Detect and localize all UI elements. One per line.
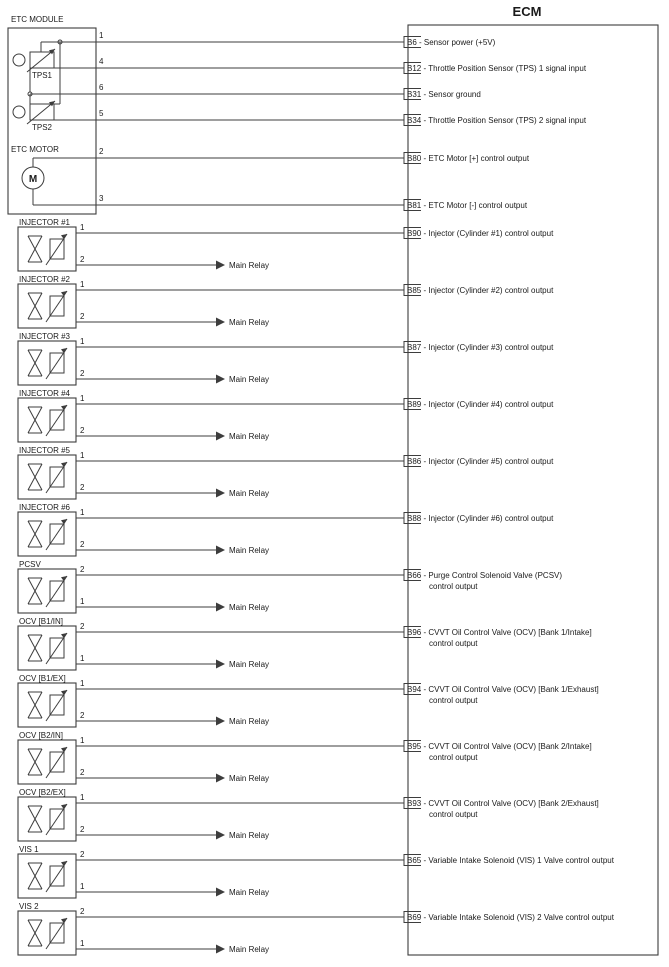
component-label: VIS 1 <box>19 845 39 854</box>
pin-number: 2 <box>80 622 85 631</box>
main-relay-label: Main Relay <box>229 375 270 384</box>
pin-number: 2 <box>80 907 85 916</box>
pin-number: 1 <box>80 736 85 745</box>
ecm-pin-label: B34 - Throttle Position Sensor (TPS) 2 signal input <box>407 116 587 125</box>
pin-number: 2 <box>80 369 85 378</box>
pin-number: 1 <box>80 394 85 403</box>
relay-arrow-icon <box>216 717 225 726</box>
relay-arrow-icon <box>216 660 225 669</box>
main-relay-label: Main Relay <box>229 261 270 270</box>
main-relay-label: Main Relay <box>229 318 270 327</box>
solenoid-valve-icon <box>28 519 67 550</box>
main-relay-label: Main Relay <box>229 603 270 612</box>
pin-number: 1 <box>80 451 85 460</box>
ecm-pin-label: control output <box>429 810 478 819</box>
component-label: INJECTOR #5 <box>19 446 70 455</box>
solenoid-valve-icon <box>28 576 67 607</box>
ecm-title: ECM <box>512 4 542 19</box>
pin-number: 2 <box>99 147 104 156</box>
ecm-pin-label: B81 - ETC Motor [-] control output <box>407 201 528 210</box>
etc-motor-label: ETC MOTOR <box>11 145 59 154</box>
relay-arrow-icon <box>216 261 225 270</box>
pin-number: 2 <box>80 540 85 549</box>
solenoid-valve-icon <box>28 462 67 493</box>
component-label: INJECTOR #6 <box>19 503 70 512</box>
pin-number: 1 <box>80 337 85 346</box>
pin-number: 2 <box>80 711 85 720</box>
ecm-pin-label: B87 - Injector (Cylinder #3) control output <box>407 343 554 352</box>
pin-number: 1 <box>80 939 85 948</box>
etc-module-label: ETC MODULE <box>11 15 64 24</box>
pin-number: 1 <box>80 882 85 891</box>
pin-number: 3 <box>99 194 104 203</box>
ecm-pin-label: control output <box>429 753 478 762</box>
ecm-pin-label: B90 - Injector (Cylinder #1) control output <box>407 229 554 238</box>
solenoid-valve-icon <box>28 633 67 664</box>
ecm-pin-label: control output <box>429 582 478 591</box>
tps-label: TPS1 <box>31 71 53 80</box>
main-relay-label: Main Relay <box>229 774 270 783</box>
ecm-pin-label: B89 - Injector (Cylinder #4) control output <box>407 400 554 409</box>
component-label: INJECTOR #2 <box>19 275 70 284</box>
solenoid-valve-icon <box>28 747 67 778</box>
tps-symbol <box>13 101 55 124</box>
relay-arrow-icon <box>216 774 225 783</box>
relay-arrow-icon <box>216 375 225 384</box>
ecm-pin-label: B93 - CVVT Oil Control Valve (OCV) [Bank 2/Exhaust] <box>407 799 599 808</box>
tps-housing-icon <box>13 54 25 66</box>
main-relay-label: Main Relay <box>229 546 270 555</box>
ecm-pin-label: B96 - CVVT Oil Control Valve (OCV) [Bank 1/Intake] <box>407 628 592 637</box>
pin-number: 1 <box>80 679 85 688</box>
pin-number: 5 <box>99 109 104 118</box>
component-label: OCV [B2/EX] <box>19 788 66 797</box>
component-label: INJECTOR #4 <box>19 389 70 398</box>
solenoid-valve-icon <box>28 690 67 721</box>
tps-housing-icon <box>13 106 25 118</box>
component-label: VIS 2 <box>19 902 39 911</box>
pin-number: 2 <box>80 825 85 834</box>
component-label: OCV [B2/IN] <box>19 731 64 740</box>
relay-arrow-icon <box>216 318 225 327</box>
pin-number: 2 <box>80 850 85 859</box>
component-label: INJECTOR #3 <box>19 332 70 341</box>
pin-number: 6 <box>99 83 104 92</box>
ecm-pin-label: B12 - Throttle Position Sensor (TPS) 1 signal input <box>407 64 587 73</box>
main-relay-label: Main Relay <box>229 831 270 840</box>
component-label: INJECTOR #1 <box>19 218 70 227</box>
pin-number: 2 <box>80 312 85 321</box>
ecm-pin-label: B86 - Injector (Cylinder #5) control output <box>407 457 554 466</box>
ecm-pin-label: B85 - Injector (Cylinder #2) control output <box>407 286 554 295</box>
solenoid-valve-icon <box>28 291 67 322</box>
main-relay-label: Main Relay <box>229 888 270 897</box>
etc-module-box <box>8 28 96 214</box>
pin-number: 4 <box>99 57 104 66</box>
pin-number: 2 <box>80 483 85 492</box>
relay-arrow-icon <box>216 831 225 840</box>
ecm-pin-label: B66 - Purge Control Solenoid Valve (PCSV) <box>407 571 563 580</box>
solenoid-valve-icon <box>28 861 67 892</box>
solenoid-valve-icon <box>28 234 67 265</box>
pin-number: 2 <box>80 768 85 777</box>
relay-arrow-icon <box>216 489 225 498</box>
pin-number: 1 <box>80 654 85 663</box>
component-label: OCV [B1/EX] <box>19 674 66 683</box>
solenoid-valve-icon <box>28 918 67 949</box>
ecm-pin-label: B94 - CVVT Oil Control Valve (OCV) [Bank 1/Exhaust] <box>407 685 599 694</box>
solenoid-valve-icon <box>28 348 67 379</box>
component-label: PCSV <box>19 560 41 569</box>
ecm-pin-label: B69 - Variable Intake Solenoid (VIS) 2 Valve control output <box>407 913 614 922</box>
solenoid-valve-icon <box>28 804 67 835</box>
ecm-pin-label: B88 - Injector (Cylinder #6) control output <box>407 514 554 523</box>
pin-number: 2 <box>80 565 85 574</box>
main-relay-label: Main Relay <box>229 660 270 669</box>
relay-arrow-icon <box>216 432 225 441</box>
pin-number: 1 <box>80 597 85 606</box>
component-label: OCV [B1/IN] <box>19 617 64 626</box>
ecm-pin-label: B80 - ETC Motor [+] control output <box>407 154 530 163</box>
main-relay-label: Main Relay <box>229 432 270 441</box>
main-relay-label: Main Relay <box>229 489 270 498</box>
pin-number: 1 <box>80 793 85 802</box>
ecm-pin-label: control output <box>429 639 478 648</box>
main-relay-label: Main Relay <box>229 717 270 726</box>
pin-number: 2 <box>80 426 85 435</box>
ecm-pin-label: B65 - Variable Intake Solenoid (VIS) 1 Valve control output <box>407 856 614 865</box>
tps-symbol <box>13 49 55 72</box>
relay-arrow-icon <box>216 945 225 954</box>
pin-number: 1 <box>99 31 104 40</box>
relay-arrow-icon <box>216 888 225 897</box>
ecm-pin-label: control output <box>429 696 478 705</box>
ecm-pin-label: B95 - CVVT Oil Control Valve (OCV) [Bank 2/Intake] <box>407 742 592 751</box>
ecm-pin-label: B6 - Sensor power (+5V) <box>407 38 496 47</box>
motor-symbol-label: M <box>28 174 38 185</box>
solenoid-valve-icon <box>28 405 67 436</box>
pin-number: 1 <box>80 223 85 232</box>
ecm-pin-label: B31 - Sensor ground <box>407 90 481 99</box>
pin-number: 2 <box>80 255 85 264</box>
relay-arrow-icon <box>216 603 225 612</box>
pin-number: 1 <box>80 280 85 289</box>
main-relay-label: Main Relay <box>229 945 270 954</box>
relay-arrow-icon <box>216 546 225 555</box>
tps-label: TPS2 <box>31 123 53 132</box>
pin-number: 1 <box>80 508 85 517</box>
